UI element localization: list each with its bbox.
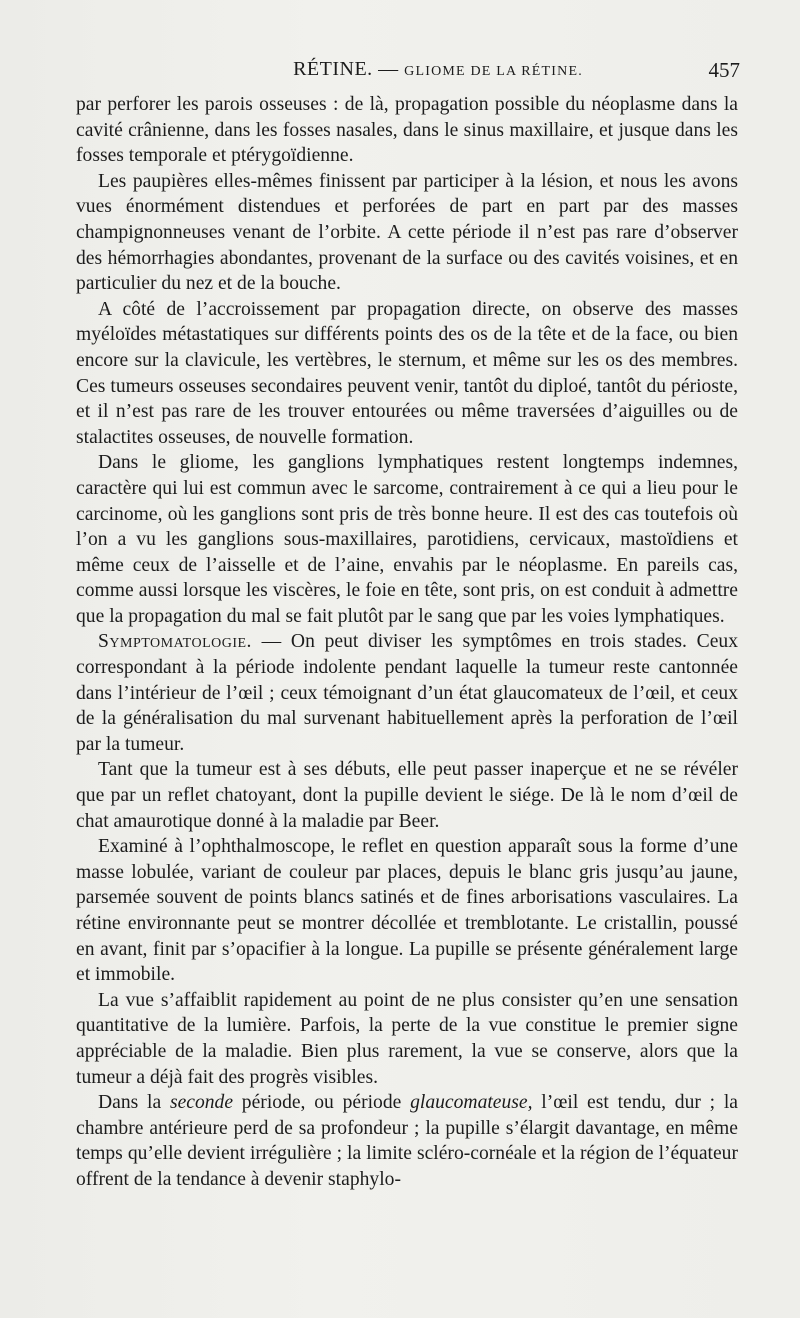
body-text <box>76 92 738 1193</box>
section-heading: Symptomatologie. <box>98 631 252 653</box>
paragraph-7: Examiné à l’ophthalmoscope, le reflet en question apparaît sous la forme d’une masse lobulée, variant de couleur par places, depuis le blanc gris jusqu’au jaune, parsemée souvent de points blancs satinés et de fines arborisations vasculaires. La rétine environnante peut se montrer décollée et tremblotante. Le cristallin, poussé en avant, finit par s’opacifier à la longue. La pupille se présente généralement large et immobile. <box>76 836 738 986</box>
paragraph-9-part-b: période, ou période <box>233 1092 411 1114</box>
paragraph-4: Dans le gliome, les ganglions lymphatiques restent longtemps indemnes, caractère qui lui est commun avec le sarcome, contrairement à ce qui a lieu pour le carcinome, où les ganglions sont pris de très bonne heure. Il est des cas toutefois où l’on a vu les ganglions sous-maxillaires, parotidiens, cervicaux, mastoïdiens et même ceux de l’aisselle et de l’aine, envahis par le néoplasme. En pareils cas, comme aussi lorsque les viscères, le foie en tête, sont pris, on est conduit à admettre que la propagation du mal se fait plutôt par le sang que par les voies lymphatiques. <box>76 452 738 627</box>
paragraph-9-part-c: l’œil est tendu, dur ; la chambre antérieure perd de sa profondeur ; la pupille s’élargit davantage, en même temps qu’elle devient irrégulière ; la limite scléro-cornéale et la région de l’équateur offrent de la tendance à devenir staphylo- <box>76 1092 738 1190</box>
paragraph-8: La vue s’affaiblit rapidement au point de ne plus consister qu’en une sensation quantitative de la lumière. Parfois, la perte de la vue constitue le premier signe appréciable de la maladie. Bien plus rarement, la vue se conserve, alors que la tumeur a déjà fait des progrès visibles. <box>76 989 738 1088</box>
running-head <box>76 58 740 81</box>
paragraph-5-text: — On peut diviser les symptômes en trois stades. Ceux correspondant à la période indolente pendant laquelle la tumeur reste cantonnée dans l’intérieur de l’œil ; ceux témoignant d’un état glaucomateux de l’œil, et ceux de la généralisation du mal survenant habituellement après la perforation de l’œil par la tumeur. <box>76 631 738 755</box>
paragraph-9 <box>76 1090 738 1192</box>
paragraph-6: Tant que la tumeur est à ses débuts, elle peut passer inaperçue et ne se révéler que par un reflet chatoyant, dont la pupille devient le siége. De là le nom d’œil de chat amaurotique donné à la maladie par Beer. <box>76 759 738 832</box>
paragraph-5 <box>76 629 738 757</box>
page-header <box>76 58 740 86</box>
running-head-main: RÉTINE. <box>293 58 373 80</box>
emphasis-seconde: seconde <box>169 1092 234 1114</box>
page-number: 457 <box>708 58 740 82</box>
running-head-sub: GLIOME DE LA RÉTINE. <box>404 64 583 79</box>
running-head-separator: — <box>372 58 405 80</box>
paragraph-2: Les paupières elles-mêmes finissent par participer à la lésion, et nous les avons vues énormément distendues et perforées de part en part par des masses champignonneuses venant de l’orbite. A cette période il n’est pas rare d’observer des hémorrhagies abondantes, provenant de la surface ou des cavités voisines, et en particulier du nez et de la bouche. <box>76 170 738 295</box>
emphasis-glaucomateuse: glaucomateuse, <box>410 1092 533 1114</box>
paragraph-1: par perforer les parois osseuses : de là, propagation possible du néoplasme dans la cavité crânienne, dans les fosses nasales, dans le sinus maxillaire, et jusque dans les fosses temporale et ptérygoïdienne. <box>76 94 738 167</box>
paragraph-9-part-a: Dans la <box>98 1092 170 1114</box>
paragraph-3: A côté de l’accroissement par propagation directe, on observe des masses myéloïdes métastatiques sur différents points des os de la tête et de la face, ou bien encore sur la clavicule, les vertèbres, le sternum, et même sur les os des membres. Ces tumeurs osseuses secondaires peuvent venir, tantôt du diploé, tantôt du périoste, et il n’est pas rare de les trouver entourées ou même traversées d’aiguilles ou de stalactites osseuses, de nouvelle formation. <box>76 298 738 448</box>
